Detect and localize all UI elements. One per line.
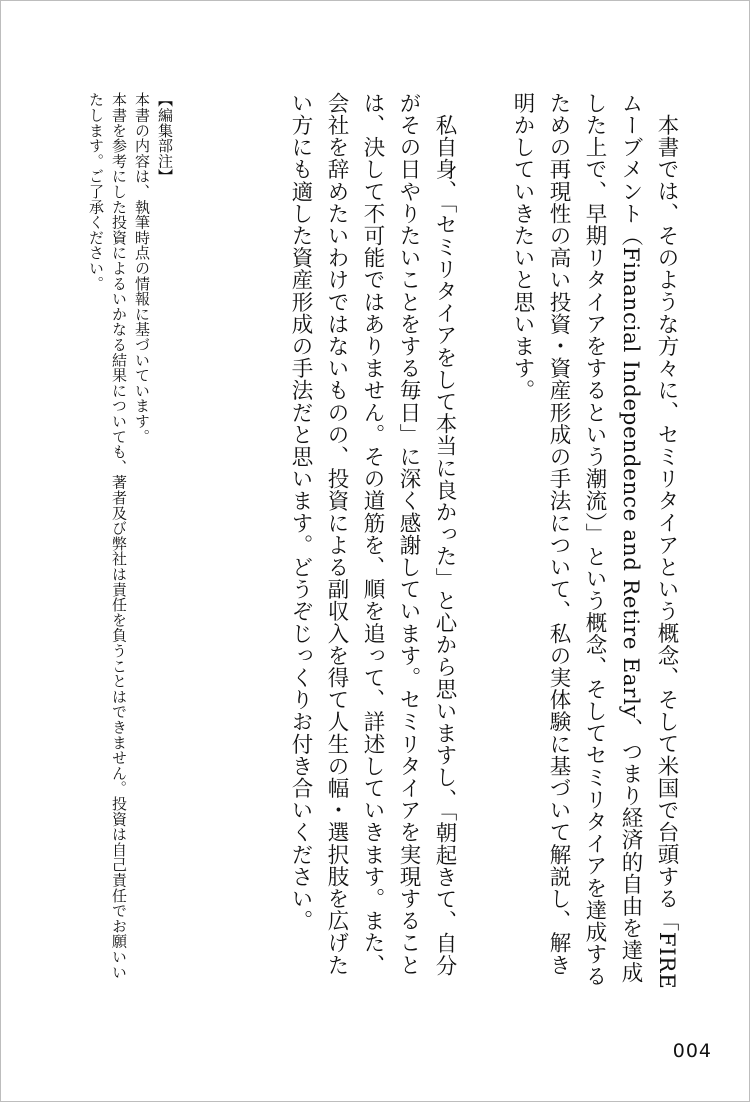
body-paragraph-1: 本書では、そのような方々に、セミリタイアという概念、そして米国で台頭する「FIREムーブメント（Financial Independence and Retire Early、つまり経済的自由を達成した上で、早期リタイアをするという潮流）」という概念、そしてセミリタイアを達成するための再現性の高い投資・資産形成の手法について、私の実体験に基づいて解説し、解き明かしていきたいと思います。 <box>510 92 679 989</box>
main-text <box>282 92 684 992</box>
editor-note-heading: 【編集部注】 <box>156 92 174 184</box>
body-paragraph-2: 私自身、「セミリタイアをして本当に良かった」と心から思いますし、「朝起きて、自分がその日やりたいことをする毎日」に深く感謝しています。セミリタイアを実現することは、決して不可能ではありません。その道筋を、順を追って、詳述していきます。また、会社を辞めたいわけではないものの、投資による副収入を得て人生の幅・選択肢を広げたい方にも適した資産形成の手法だと思います。どうぞじっくりお付き合いください。 <box>288 92 457 976</box>
editor-note-line-2: 本書を参考にした投資によるいかなる結果についても、著者及び弊社は責任を負うことはできません。投資は自己責任でお願いいたします。ご了承ください。 <box>87 92 128 980</box>
editor-note-line-1: 本書の内容は、執筆時点の情報に基づいています。 <box>133 92 151 444</box>
editor-note <box>84 92 176 992</box>
page-number: 004 <box>672 1040 712 1062</box>
